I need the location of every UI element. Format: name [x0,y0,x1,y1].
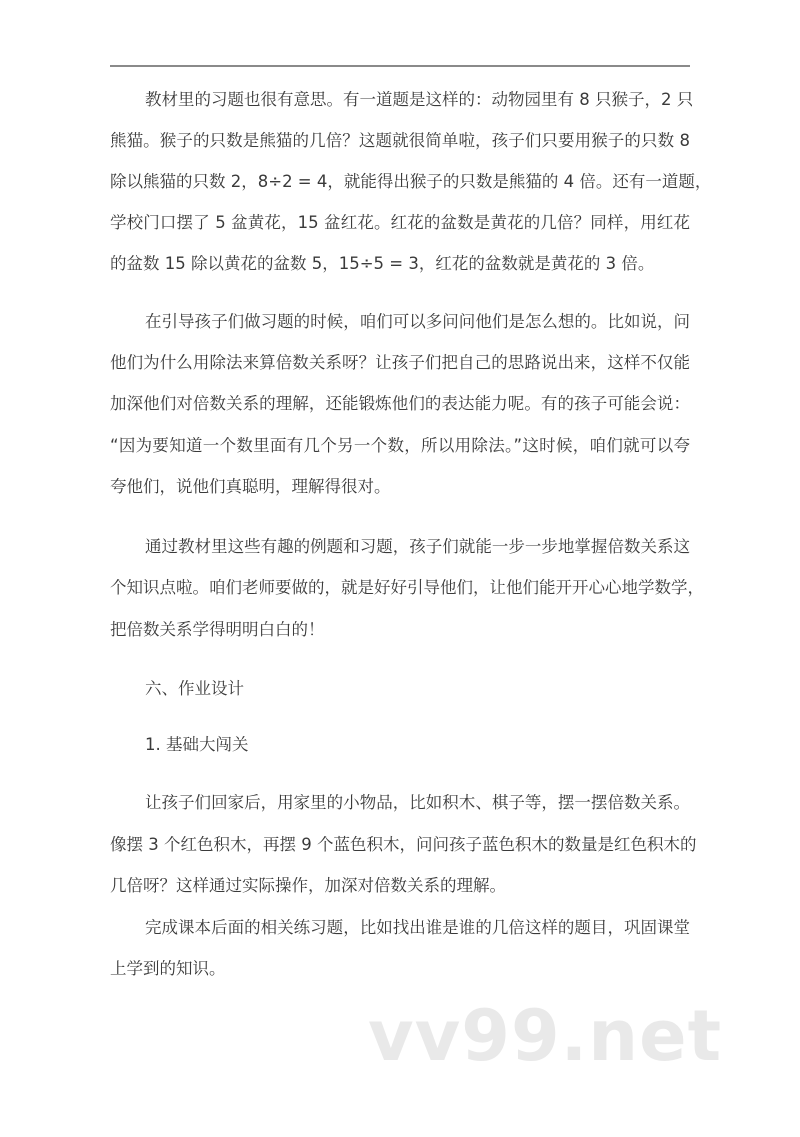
paragraph-3-line: 通过教材里这些有趣的例题和习题，孩子们就能一步一步地掌握倍数关系这 [145,537,690,556]
paragraph-1-line: 除以熊猫的只数 2，8÷2 = 4，就能得出猴子的只数是熊猫的 4 倍。还有一道题， [110,172,712,191]
paragraph-1-line: 学校门口摆了 5 盆黄花，15 盆红花。红花的盆数是黄花的几倍？同样，用红花 [110,213,690,232]
watermark: vv99.net [368,995,723,1077]
paragraph-2-line: “因为要知道一个数里面有几个另一个数，所以用除法。”这时候，咱们就可以夸 [110,436,690,455]
paragraph-2-line: 他们为什么用除法来算倍数关系呀？让孩子们把自己的思路说出来，这样不仅能 [110,353,690,372]
paragraph-4-line: 像摆 3 个红色积木，再摆 9 个蓝色积木，问问孩子蓝色积木的数量是红色积木的 [110,835,697,854]
paragraph-1-line: 熊猫。猴子的只数是熊猫的几倍？这题就很简单啦，孩子们只要用猴子的只数 8 [110,131,690,150]
subsection-heading: 1. 基础大闯关 [145,735,249,754]
paragraph-5-line: 上学到的知识。 [110,959,226,978]
paragraph-2-line: 加深他们对倍数关系的理解，还能锻炼他们的表达能力呢。有的孩子可能会说： [110,394,690,413]
paragraph-4-line: 让孩子们回家后，用家里的小物品，比如积木、棋子等，摆一摆倍数关系。 [145,793,690,812]
paragraph-4-line: 几倍呀？这样通过实际操作，加深对倍数关系的理解。 [110,876,506,895]
paragraph-1-line: 的盆数 15 除以黄花的盆数 5，15÷5 = 3，红花的盆数就是黄花的 3 倍。 [110,254,655,273]
header-rule [110,65,690,67]
paragraph-2-line: 在引导孩子们做习题的时候，咱们可以多问问他们是怎么想的。比如说，问 [145,312,690,331]
paragraph-2-line: 夸他们，说他们真聪明，理解得很对。 [110,477,391,496]
paragraph-1-line: 教材里的习题也很有意思。有一道题是这样的：动物园里有 8 只猴子，2 只 [145,90,694,109]
paragraph-3-line: 个知识点啦。咱们老师要做的，就是好好引导他们，让他们能开开心心地学数学， [110,578,704,597]
section-heading: 六、作业设计 [145,679,244,698]
paragraph-3-line: 把倍数关系学得明明白白的！ [110,620,325,639]
paragraph-5-line: 完成课本后面的相关练习题，比如找出谁是谁的几倍这样的题目，巩固课堂 [145,918,690,937]
